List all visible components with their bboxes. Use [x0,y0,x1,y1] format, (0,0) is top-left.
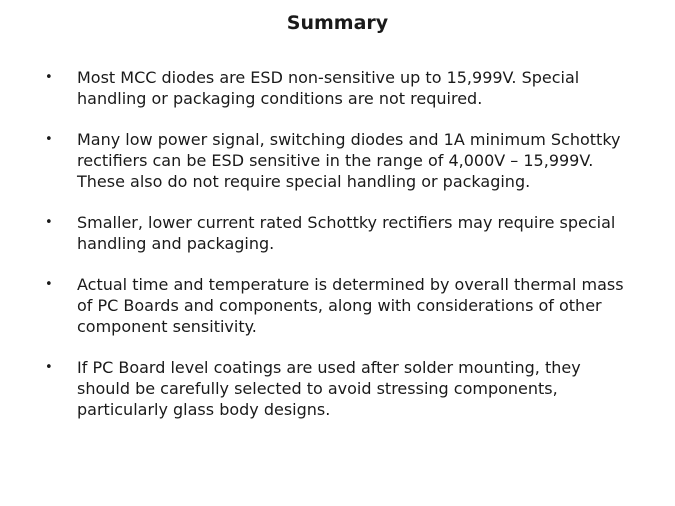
bullet-item [0,274,675,337]
bullet-marker: • [45,360,53,375]
bullet-item [0,67,675,109]
bullet-item [0,129,675,192]
bullet-text: Smaller, lower current rated Schottky rectifiers may require special handling and packaging. [77,213,616,253]
bullet-list [0,67,675,440]
bullet-text: Most MCC diodes are ESD non-sensitive up to 15,999V. Special handling or packaging conditions are not required. [77,68,580,108]
bullet-marker: • [45,215,53,230]
bullet-text: Many low power signal, switching diodes and 1A minimum Schottky rectifiers can be ESD sensitive in the range of 4,000V – 15,999V. These also do not require special handling or packaging. [77,130,621,191]
bullet-item [0,357,675,420]
bullet-item [0,212,675,254]
bullet-marker: • [45,277,53,292]
bullet-text: Actual time and temperature is determined by overall thermal mass of PC Boards and components, along with considerations of other component sensitivity. [77,275,624,336]
bullet-marker: • [45,70,53,85]
slide-title: Summary [286,12,389,34]
bullet-text: If PC Board level coatings are used after solder mounting, they should be carefully selected to avoid stressing components, particularly glass body designs. [77,358,581,419]
bullet-marker: • [45,132,53,147]
